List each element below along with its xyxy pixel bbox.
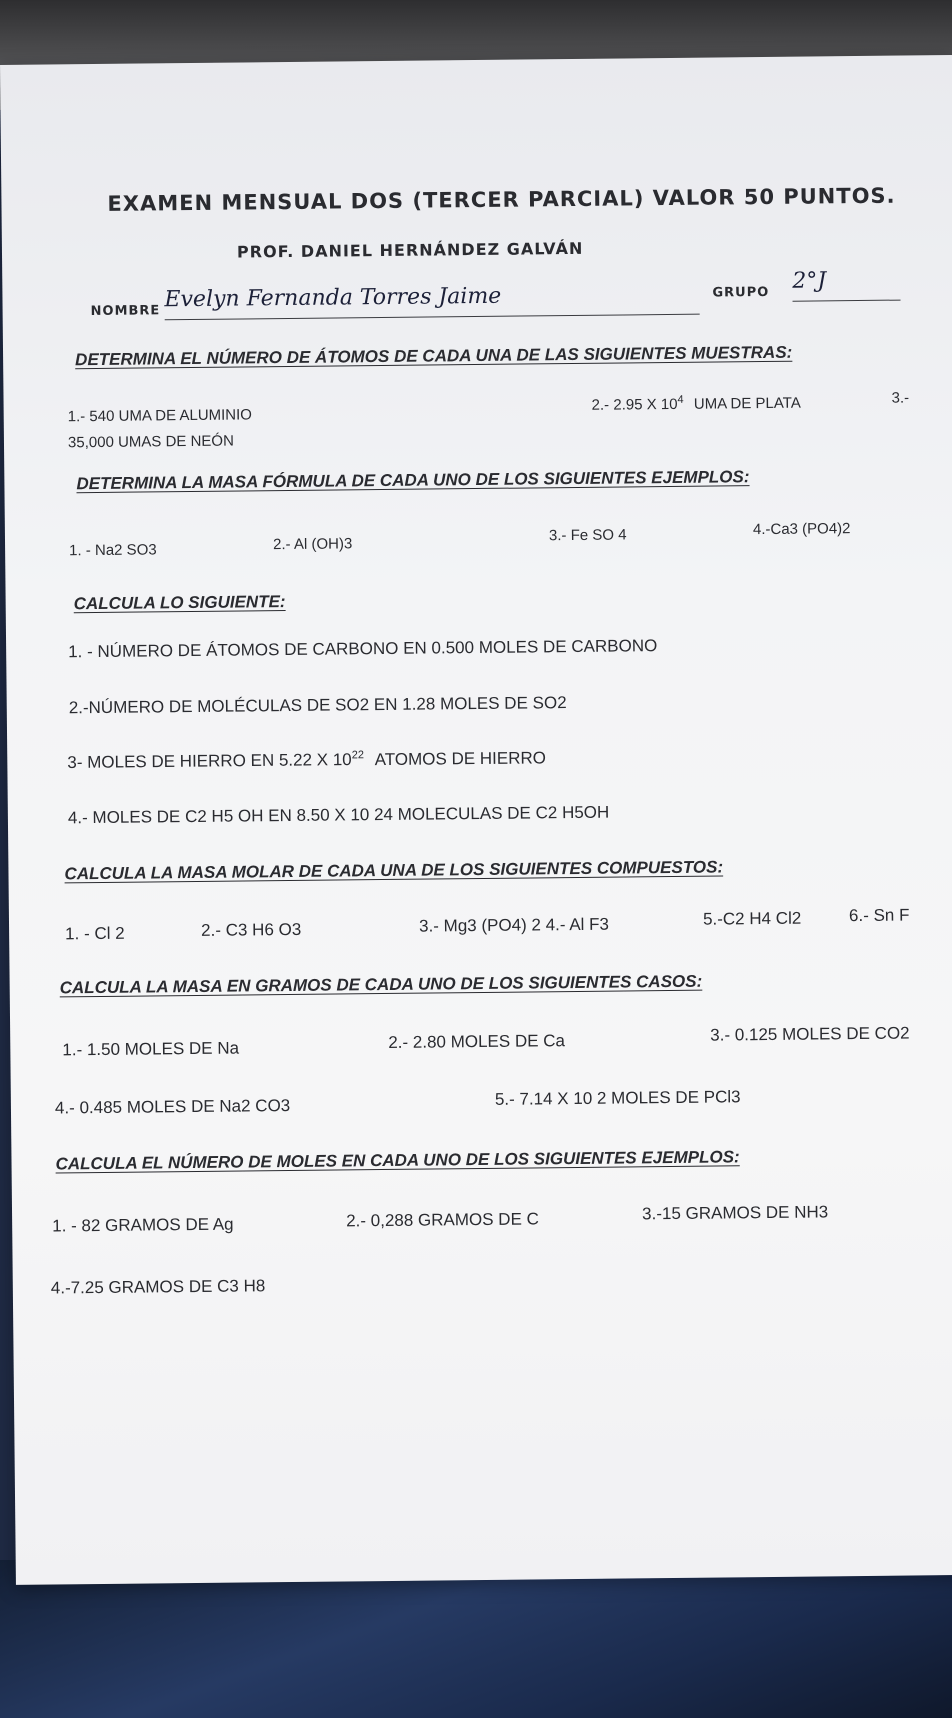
s1-item2-exp: 4 xyxy=(677,393,684,406)
s3-item2: 2.-NÚMERO DE MOLÉCULAS DE SO2 EN 1.28 MOLES DE SO2 xyxy=(68,693,567,718)
s5-item5: 5.- 7.14 X 10 2 MOLES DE PCl3 xyxy=(494,1087,741,1109)
section5-heading: CALCULA LA MASA EN GRAMOS DE CADA UNO DE LOS SIGUIENTES CASOS: xyxy=(59,971,703,998)
s1-item3-prefix: 3.- xyxy=(891,389,910,407)
s6-item4: 4.-7.25 GRAMOS DE C3 H8 xyxy=(50,1276,266,1298)
s1-item1: 1.- 540 UMA DE ALUMINIO xyxy=(67,406,253,426)
s2-item4: 4.-Ca3 (PO4)2 xyxy=(752,520,851,539)
exam-title: EXAMEN MENSUAL DOS (TERCER PARCIAL) VALOR 50 PUNTOS. xyxy=(107,183,896,216)
s1-item2-prefix: 2.- xyxy=(591,396,610,414)
s5-item4: 4.- 0.485 MOLES DE Na2 CO3 xyxy=(54,1096,291,1118)
s3-item3-prefix: 3- MOLES DE HIERRO EN 5.22 X 10 xyxy=(67,749,352,772)
s4-item5: 5.-C2 H4 Cl2 xyxy=(702,908,802,929)
s6-item1: 1. - 82 GRAMOS DE Ag xyxy=(52,1214,234,1236)
s2-item1: 1. - Na2 SO3 xyxy=(69,541,157,560)
name-label: NOMBRE xyxy=(90,303,161,320)
s2-item3: 3.- Fe SO 4 xyxy=(548,526,627,545)
section4-heading: CALCULA LA MASA MOLAR DE CADA UNA DE LOS SIGUIENTES COMPUESTOS: xyxy=(64,857,724,884)
s4-item3-4: 3.- Mg3 (PO4) 2 4.- Al F3 xyxy=(418,914,610,936)
s1-item2-suffix: UMA DE PLATA xyxy=(693,394,801,413)
section3-heading: CALCULA LO SIGUIENTE: xyxy=(73,592,286,614)
section1-heading: DETERMINA EL NÚMERO DE ÁTOMOS DE CADA UNA DE LAS SIGUIENTES MUESTRAS: xyxy=(75,342,793,370)
group-field: 2°J xyxy=(792,268,900,302)
s5-item1: 1.- 1.50 MOLES DE Na xyxy=(62,1038,240,1060)
s6-item2: 2.- 0,288 GRAMOS DE C xyxy=(346,1209,539,1231)
s1-item2 xyxy=(592,393,801,414)
s4-item2: 2.- C3 H6 O3 xyxy=(201,919,302,940)
s1-item3-text: 35,000 UMAS DE NEÓN xyxy=(67,432,234,452)
s5-item3: 3.- 0.125 MOLES DE CO2 xyxy=(710,1023,910,1045)
section2-heading: DETERMINA LA MASA FÓRMULA DE CADA UNO DE LOS SIGUIENTES EJEMPLOS: xyxy=(76,467,750,494)
s3-item3-exp: 22 xyxy=(351,749,364,762)
exam-paper xyxy=(0,55,952,1585)
s3-item1: 1. - NÚMERO DE ÁTOMOS DE CARBONO EN 0.500 MOLES DE CARBONO xyxy=(68,636,658,662)
name-field: Evelyn Fernanda Torres Jaime xyxy=(164,282,699,321)
s5-item2: 2.- 2.80 MOLES DE Ca xyxy=(388,1031,566,1052)
s3-item3-suffix: ATOMOS DE HIERRO xyxy=(374,747,547,769)
s1-item2-mantissa: 2.95 X 10 xyxy=(613,395,678,414)
s4-item6: 6.- Sn F xyxy=(848,905,910,926)
s3-item3 xyxy=(67,747,546,773)
background-fabric xyxy=(0,1560,952,1718)
group-label: GRUPO xyxy=(712,284,770,301)
section6-heading: CALCULA EL NÚMERO DE MOLES EN CADA UNO DE LOS SIGUIENTES EJEMPLOS: xyxy=(55,1147,740,1174)
s4-item1: 1. - Cl 2 xyxy=(65,923,125,944)
s6-item3: 3.-15 GRAMOS DE NH3 xyxy=(641,1202,829,1224)
s3-item4: 4.- MOLES DE C2 H5 OH EN 8.50 X 10 24 MOLECULAS DE C2 H5OH xyxy=(67,802,610,828)
professor-name: PROF. DANIEL HERNÁNDEZ GALVÁN xyxy=(236,238,584,262)
s2-item2: 2.- Al (OH)3 xyxy=(272,535,353,554)
